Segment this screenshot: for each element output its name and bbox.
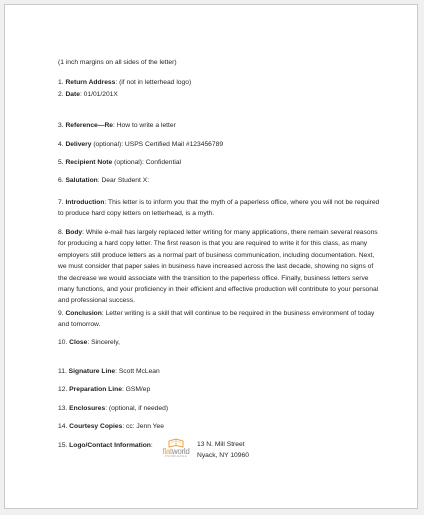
item-text: : Letter writing is a skill that will continue to be required in the business environment of today and tomorrow.	[58, 310, 375, 329]
item-return-address	[58, 77, 191, 88]
item-text: : (if not in letterhead logo)	[115, 79, 192, 86]
item-number: 9.	[58, 310, 64, 317]
item-number: 14.	[58, 423, 68, 430]
item-text: : This letter is to inform you that the myth of a paperless office, where you will not be required to produce hard copy letters on letterhead, is a myth.	[58, 199, 380, 218]
margin-note: (1 inch margins on all sides of the letter)	[58, 59, 177, 66]
item-text: : How to write a letter	[113, 122, 176, 129]
flatworld-logo	[158, 438, 194, 460]
item-text: : cc: Jenn Yee	[122, 423, 164, 430]
item-label: Return Address	[65, 79, 116, 86]
item-salutation	[58, 175, 149, 186]
item-text: : Dear Student X:	[97, 177, 150, 184]
item-number: 6.	[58, 177, 64, 184]
item-number: 7.	[58, 199, 64, 206]
item-body	[58, 227, 380, 307]
item-text: (optional): USPS Certified Mail #123456789	[91, 141, 224, 148]
item-label: Signature Line	[68, 368, 116, 375]
item-label: Delivery	[65, 141, 92, 148]
item-text: (optional): Confidential	[112, 159, 182, 166]
item-label: Preparation Line	[69, 386, 122, 393]
item-label: Recipient Note	[65, 159, 113, 166]
item-number: 4.	[58, 141, 64, 148]
contact-info	[197, 439, 249, 461]
item-logo-contact	[58, 440, 153, 451]
item-number: 5.	[58, 159, 64, 166]
item-number: 3.	[58, 122, 64, 129]
item-recipient-note	[58, 157, 181, 168]
item-number: 8.	[58, 229, 64, 236]
item-label: Enclosures	[69, 405, 106, 412]
item-label: Salutation	[65, 177, 98, 184]
item-number: 11.	[58, 368, 67, 375]
contact-city: Nyack, NY 10960	[197, 452, 249, 459]
item-text: : (optional, if needed)	[105, 405, 169, 412]
item-number: 1.	[58, 79, 64, 86]
item-number: 13.	[58, 405, 68, 412]
item-courtesy-copies	[58, 421, 164, 432]
item-delivery	[58, 139, 223, 150]
item-text: : While e-mail has largely replaced letter writing for many applications, there remain several reasons for producing a hard copy letter. The first reason is that you are required to write it for this class, as many employers still produce letters as a normal part of business communication, including documentation. Next, we must consider that paper sales in business have increased across the last decade, showing no signs of the decrease we would associate with the transition to the paperless office. Finally, business letters serve many functions, and your proficiency in their efficient and effective production will contribute to your personal and professional success.	[58, 229, 379, 305]
item-label: Close	[69, 339, 88, 346]
item-text: : Scott McLean	[115, 368, 160, 375]
item-number: 10.	[58, 339, 68, 346]
item-label: Date	[65, 91, 80, 98]
item-label: Introduction	[65, 199, 105, 206]
item-text: : 01/01/201X	[79, 91, 118, 98]
logo-tagline: KNOWLEDGE	[164, 455, 188, 458]
item-text: : Sincerely,	[87, 339, 120, 346]
item-number: 2.	[58, 91, 64, 98]
item-number: 15.	[58, 442, 68, 449]
item-signature-line	[58, 366, 160, 377]
item-text: : GSM/ep	[121, 386, 151, 393]
item-close	[58, 337, 120, 348]
item-number: 12.	[58, 386, 68, 393]
item-label: Courtesy Copies	[69, 423, 123, 430]
contact-street: 13 N. Mill Street	[197, 441, 245, 448]
item-date	[58, 89, 118, 100]
logo-wordmark: flatworld	[162, 447, 190, 456]
item-label: Logo/Contact Information	[69, 442, 151, 449]
letter-page	[4, 4, 418, 509]
item-label: Body	[65, 229, 83, 236]
item-label: Reference—Re	[65, 122, 114, 129]
item-conclusion	[58, 308, 380, 331]
item-preparation-line	[58, 384, 150, 395]
item-reference	[58, 120, 176, 131]
item-enclosures	[58, 403, 168, 414]
item-text: :	[150, 442, 153, 449]
item-label: Conclusion	[65, 310, 102, 317]
item-introduction	[58, 197, 380, 220]
